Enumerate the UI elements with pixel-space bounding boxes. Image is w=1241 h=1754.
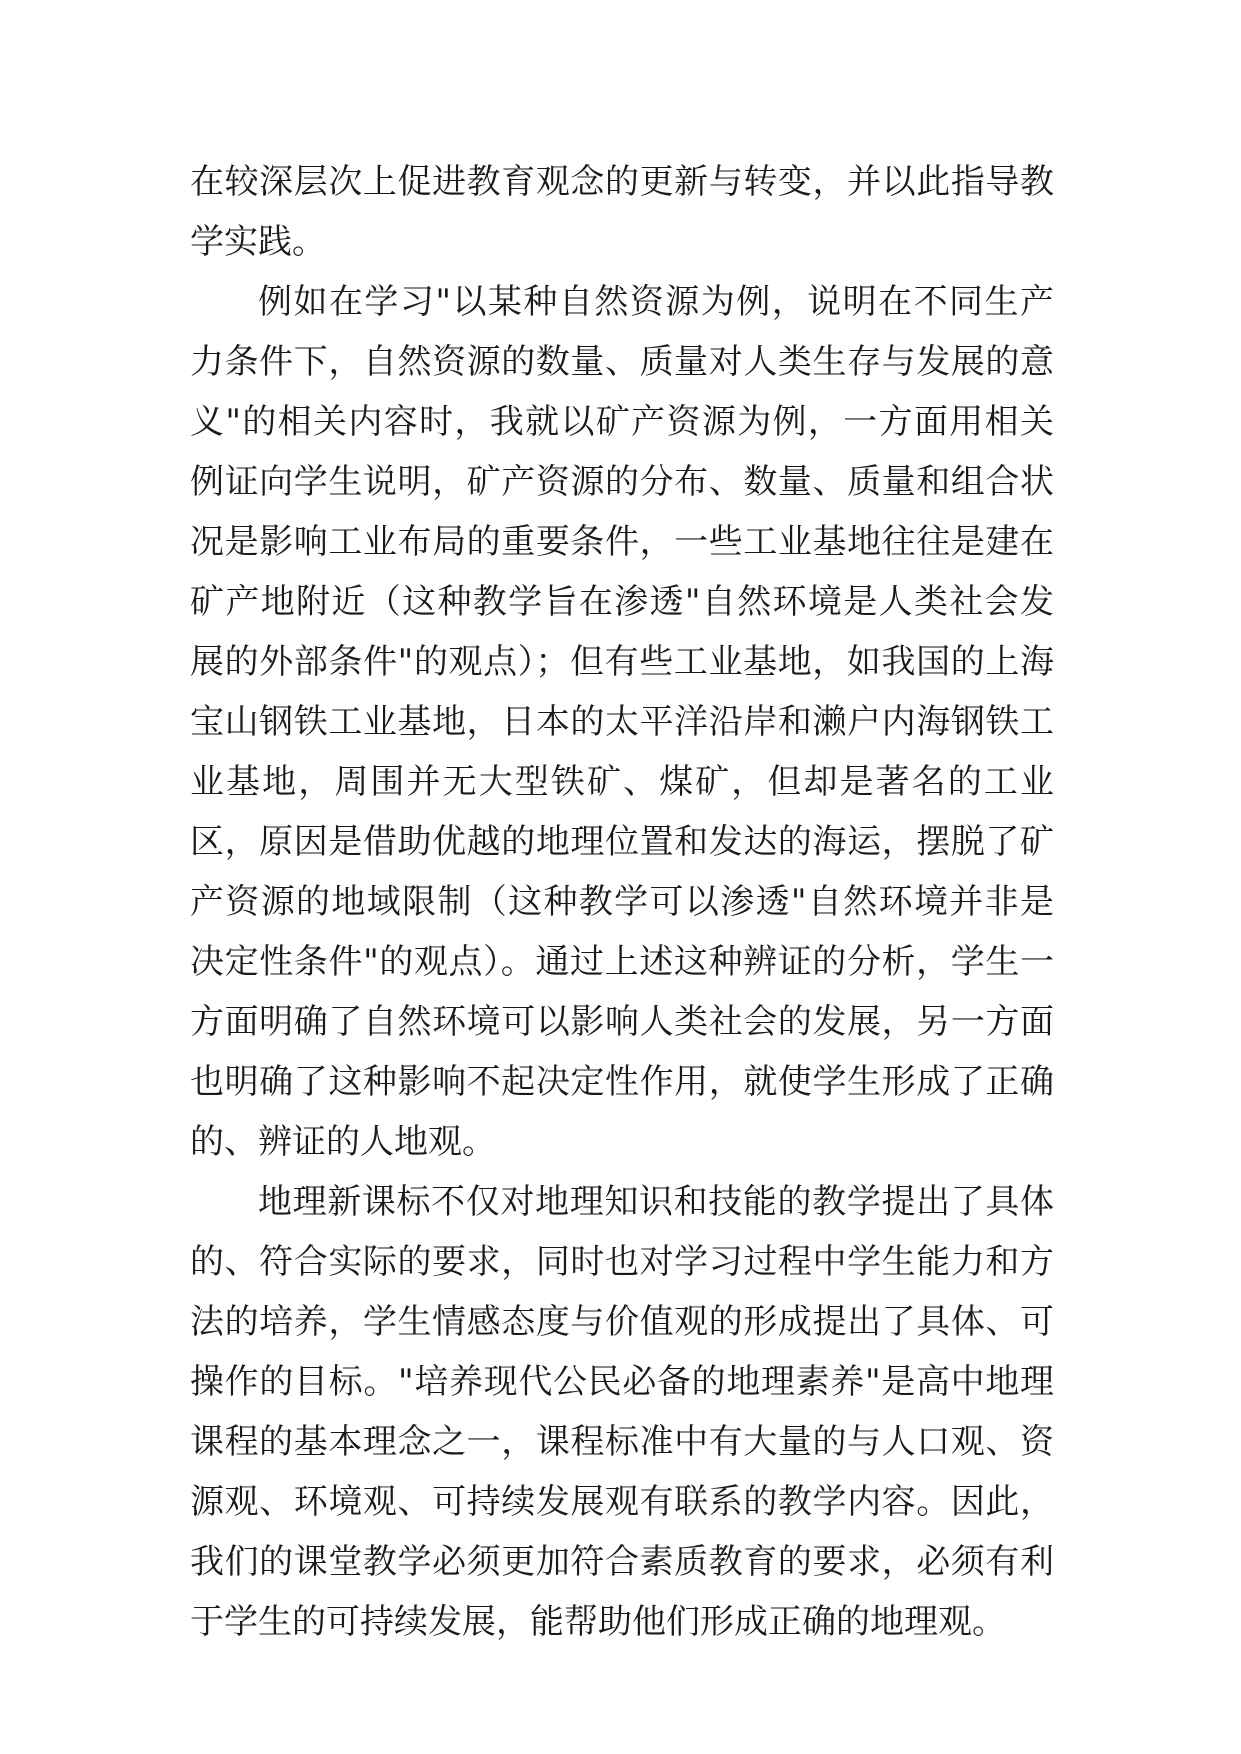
paragraph-continuation: 在较深层次上促进教育观念的更新与转变，并以此指导教学实践。 bbox=[190, 162, 1054, 262]
paragraph-example: 例如在学习"以某种自然资源为例，说明在不同生产力条件下，自然资源的数量、质量对人类生存与发展的意义"的相关内容时，我就以矿产资源为例，一方面用相关例证向学生说明，矿产资源的分布、数量、质量和组合状况是影响工业布局的重要条件，一些工业基地往往是建在矿产地附近（这种教学旨在渗透"自然环境是人类社会发展的外部条件"的观点）；但有些工业基地，如我国的上海宝山钢铁工业基地，日本的太平洋沿岸和濑户内海钢铁工业基地，周围并无大型铁矿、煤矿，但却是著名的工业区，原因是借助优越的地理位置和发达的海运，摆脱了矿产资源的地域限制（这种教学可以渗透"自然环境并非是决定性条件"的观点）。通过上述这种辨证的分析，学生一方面明确了自然环境可以影响人类社会的发展，另一方面也明确了这种影响不起决定性作用，就使学生形成了正确的、辨证的人地观。 bbox=[190, 282, 1054, 1162]
paragraph-curriculum: 地理新课标不仅对地理知识和技能的教学提出了具体的、符合实际的要求，同时也对学习过程中学生能力和方法的培养，学生情感态度与价值观的形成提出了具体、可操作的目标。"培养现代公民必备的地理素养"是高中地理课程的基本理念之一，课程标准中有大量的与人口观、资源观、环境观、可持续发展观有联系的教学内容。因此，我们的课堂教学必须更加符合素质教育的要求，必须有利于学生的可持续发展，能帮助他们形成正确的地理观。 bbox=[190, 1182, 1054, 1642]
body-text bbox=[190, 152, 1054, 1652]
